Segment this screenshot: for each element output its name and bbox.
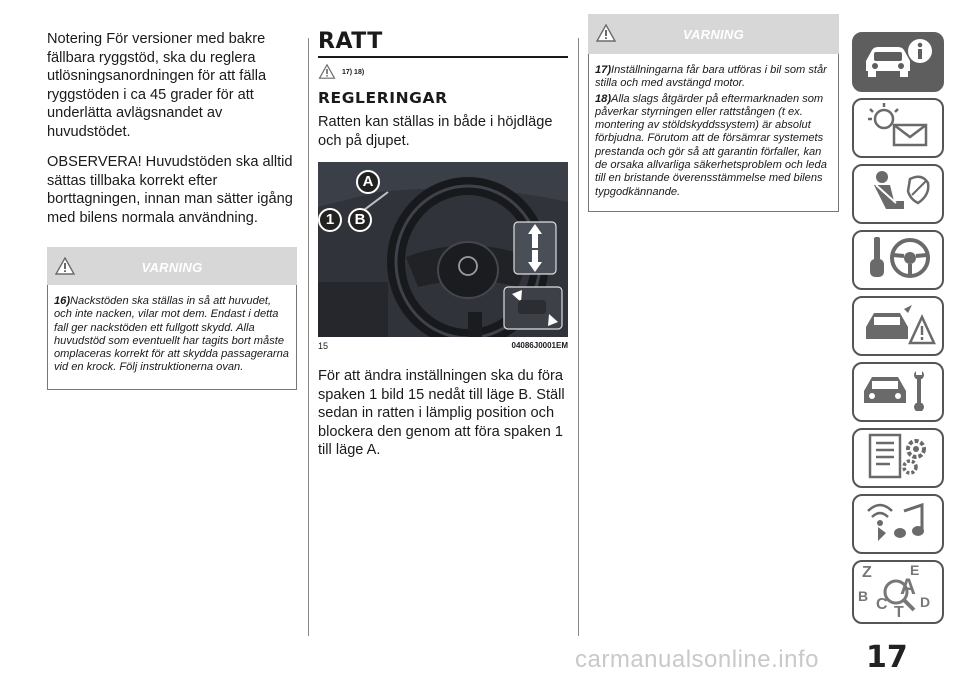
key-steering-wheel-icon (860, 233, 936, 288)
chapter-tabs (852, 32, 944, 630)
index-letter: D (920, 594, 931, 610)
index-letter: E (910, 562, 920, 578)
tab-seat-safety[interactable] (852, 164, 944, 224)
index-letters-icon (858, 564, 938, 620)
multimedia-icon (860, 497, 936, 552)
index-letter: A (900, 574, 916, 599)
column-divider (308, 38, 309, 636)
figure-code: 04086J0001EM (511, 341, 568, 350)
car-info-icon (860, 37, 936, 88)
warning-header (588, 14, 839, 54)
index-letter: B (858, 588, 869, 604)
tab-car-maintenance[interactable] (852, 362, 944, 422)
figure-callout-1: 1 (318, 208, 342, 232)
reference-numbers: 17) 18) (342, 68, 365, 76)
tab-technical-data[interactable] (852, 428, 944, 488)
tab-dashboard-lights[interactable] (852, 98, 944, 158)
technical-data-icon (860, 431, 936, 486)
index-letter: C (876, 596, 888, 613)
warning-triangle-icon (318, 64, 336, 81)
paragraph-instructions: För att ändra inställningen ska du föra spaken 1 bild 15 nedåt till läge B. Ställ sedan in ratten i lämplig position och blockera den genom att föra spaken 1 till läge A. (318, 368, 565, 458)
tab-car-info[interactable] (852, 32, 944, 92)
dashboard-lights-icon (860, 101, 936, 156)
figure-caption (318, 341, 568, 351)
warning-item: 16)Nackstöden ska ställas in så att huvudet, och inte nacken, vilar mot dem. Endast i detta fall ger nackstöden ett fullgott skydd. Alla huvudstöd som eventuellt har tagits bort måste omplaceras korrekt för att skydda passagerarna vid en krock. Följ instruktionerna ovan. (54, 295, 289, 374)
warning-box (588, 54, 839, 212)
figure-callout-a: A (356, 170, 380, 194)
tab-multimedia[interactable] (852, 494, 944, 554)
magnifier-icon (858, 564, 938, 620)
steering-wheel-figure (318, 162, 568, 337)
index-letter: Z (862, 564, 872, 581)
steering-wheel-illustration (318, 162, 568, 337)
subsection-title: REGLERINGAR (318, 89, 448, 107)
paragraph-intro: Ratten kan ställas in både i höjdläge och på djupet. (318, 114, 553, 149)
warning-item: 18)Alla slags åtgärder på eftermarknaden som påverkar styrningen eller rattstången (t ex. montering av stöldskyddssystem) är absolut förbjudna. Förutom att de försämrar systemets prestanda och gör så att garantin förfaller, kan de orsaka allvarliga säkerhetsproblem och leda till en bristande överensstämmelse med bilens typgodkännande. (595, 92, 827, 198)
figure-number: 15 (318, 341, 329, 351)
tab-car-emergency[interactable] (852, 296, 944, 356)
index-letter: T (894, 604, 904, 621)
warning-header (47, 247, 297, 285)
title-rule (318, 56, 568, 58)
warning-item: 17)Inställningarna får bara utföras i bil som står stilla och med avstängd motor. (595, 64, 827, 90)
column-middle (318, 30, 568, 472)
page-number: 17 (866, 640, 908, 675)
paragraph-caution: OBSERVERA! Huvudstöden ska alltid sättas tillbaka korrekt efter borttagningen, innan man sätter igång med bilens normala användning. (47, 154, 293, 226)
section-title: RATT (318, 29, 383, 54)
tab-key-steering[interactable] (852, 230, 944, 290)
column-left (47, 30, 297, 390)
watermark: carmanualsonline.info (575, 646, 819, 673)
car-maintenance-icon (860, 365, 936, 420)
figure-callout-b: B (348, 208, 372, 232)
car-emergency-icon (860, 299, 936, 354)
warning-reference (318, 63, 568, 81)
column-right (588, 14, 839, 212)
column-divider (578, 38, 579, 636)
warning-box (47, 285, 297, 390)
seat-safety-icon (860, 167, 936, 222)
warning-title: VARNING (682, 27, 745, 42)
paragraph-note: Notering För versioner med bakre fällbara ryggstöd, ska du reglera utlösningsanordningen för att fälla ryggstöden i ca 45 grader för att underlätta avlägsnandet av huvudstödet. (47, 31, 267, 140)
tab-index[interactable] (852, 560, 944, 624)
warning-title: VARNING (141, 260, 203, 275)
